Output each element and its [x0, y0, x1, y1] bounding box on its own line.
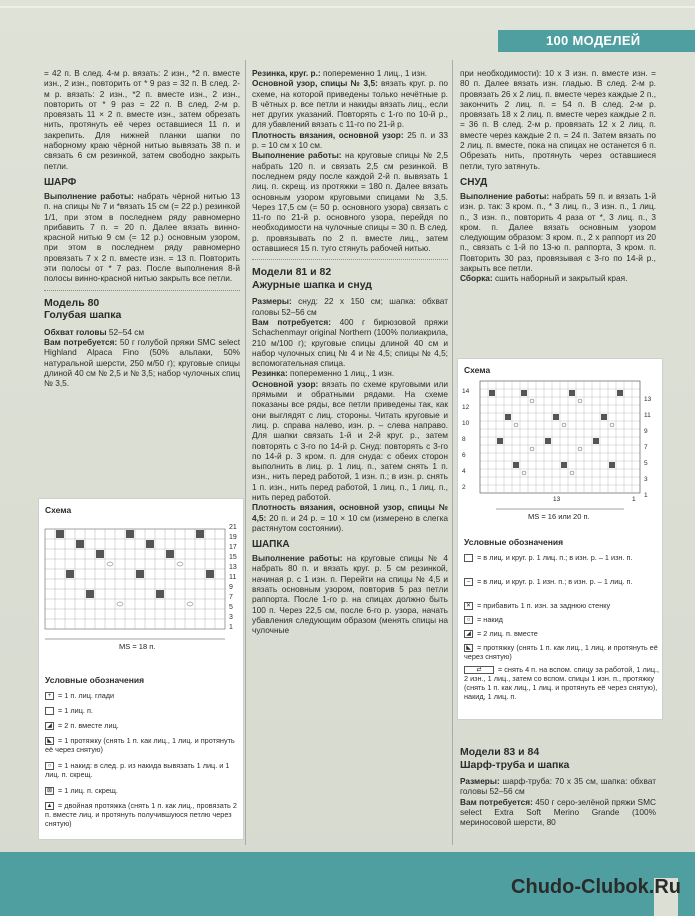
row-number: 2 — [462, 484, 466, 491]
bottom-number: 1 — [632, 496, 636, 503]
legend-item: ◣ = протяжку (снять 1 п. как лиц., 1 лиц. и протянуть её через снятую) — [464, 643, 658, 662]
twisted-stitch-icon: ⊠ — [46, 788, 53, 795]
text-paragraph: Выполнение работы: набрать чёрной нитью 13 п. на спицы № 7 и *вязать 15 см (= 22 р.) резинкой 1/1, при этом в последнем ряду равномерно прибавить 7 п. = 20 п. Далее вязать винно-красной нитью 9 см (= 12 р.) основным узором, при этом в последнем ряду равномерно провязать 7 х 2 п. вместе изн. = 13 п. Повторить эти полосы от * 7 раз. После выполнения 8-й полосы винно-красной нитью закрыть все петли. — [44, 190, 240, 284]
column-2 — [252, 68, 448, 636]
section-heading: ШАРФ — [44, 176, 77, 188]
dash-icon: – — [464, 578, 473, 586]
legend-item: = в лиц. и круг. р. 1 лиц. п.; в изн. р. – 1 изн. п. — [464, 553, 660, 562]
yarn-over-icon: ○ — [464, 616, 473, 624]
row-number: 13 — [229, 564, 237, 571]
section-header: 100 МОДЕЛЕЙ — [498, 30, 695, 52]
yarn-over-icon: ○ — [45, 762, 54, 770]
text-paragraph: Выполнение работы: на круговые спицы № 4 набрать 80 п. и вязать круг. р. 5 см резинкой, начиная р. с 1 изн. п. Перейти на спицы № 4,5 и вязать основным узором, повторив 5 раз петли раппорта. После 1-го р. на спицах должно быть 100 п. Через 22,5 см, после 6-го р. узора, начать убавления следующим образом (менять спицы на чулочные — [252, 553, 448, 636]
text-paragraph: Вам потребуется: 400 г бирюзовой пряжи Schachenmayr original Northern (100% полиакрила, 210 м/100 г); круговые спицы длиной 40 см и набор чулочных спиц № 4 и № 4,5; спицы № 4,5; вспомогательная спица. — [252, 316, 448, 369]
row-number: 19 — [229, 534, 237, 541]
cross-icon: ✕ — [465, 603, 472, 610]
section-heading: ШАПКА — [252, 539, 290, 551]
legend-item: ⊠ = 1 лиц. п. скрещ. — [46, 786, 118, 795]
legend-item: ◣ = 1 протяжку (снять 1 п. как лиц., 1 лиц. и протянуть её через снятую) — [45, 736, 235, 755]
row-number: 11 — [229, 574, 237, 581]
row-number: 12 — [462, 404, 470, 411]
row-number: 3 — [229, 614, 233, 621]
ms-label: MS = 18 п. — [119, 642, 156, 651]
ms-label: MS = 16 или 20 п. — [528, 512, 590, 521]
row-number: 13 — [644, 396, 652, 403]
legend-item: ◢ = 2 п. вместе лиц. — [45, 721, 241, 730]
model-subtitle: Ажурные шапка и снуд — [252, 278, 372, 291]
diagram-title: Схема — [45, 505, 72, 515]
row-number: 11 — [644, 412, 651, 419]
row-number: 8 — [462, 436, 466, 443]
row-number: 9 — [644, 428, 648, 435]
empty-box-icon — [464, 554, 473, 562]
bottom-number: 13 — [553, 496, 561, 503]
column-1 — [44, 68, 240, 388]
row-number: 14 — [462, 388, 470, 395]
legend-item: – = в лиц. и круг. р. 1 изн. п.; в изн. р. – 1 лиц. п. — [464, 577, 660, 586]
diagram-title: Схема — [464, 365, 491, 375]
text-paragraph: Обхват головы 52–54 см — [44, 326, 145, 337]
row-number: 7 — [229, 594, 233, 601]
text-paragraph: Основной узор: вязать по схеме круговыми или прямыми и обратными рядами. На схеме показаны все ряды, все петли приведены так, как они выглядят с лиц. стороны. Читать круговые и лиц. р. справа налево, изн. р. – слева направо. Для шапки связать 1-й и 2-й круг. р., затем повторять с 3-го по 14-й р. Снуд: повторять с 3-го по 14-й р. 3 кром. п. для снуда: с обеих сторон выполнить в лиц. р. 1 лиц. п., затем снять 1 п. изн., нить перед работой, 1 изн. п.; в изн. р. снять 1 п. изн., нить перед работой, 1 лиц. п., 1 лиц. п., нить перед работой. — [252, 378, 448, 502]
row-numbers-right — [644, 392, 651, 504]
row-number: 10 — [462, 420, 470, 427]
chart-box-2 — [457, 358, 663, 720]
row-number: 5 — [229, 604, 233, 611]
model-subtitle: Голубая шапка — [44, 309, 122, 322]
plus-icon: + — [45, 692, 54, 700]
row-number: 4 — [462, 468, 466, 475]
cable-icon: ⇄ — [464, 666, 494, 674]
decrease-icon: ◢ — [45, 722, 54, 730]
text-paragraph: Размеры: шарф-труба: 70 х 35 см, шапка: обхват головы 52–56 см — [460, 776, 656, 797]
row-numbers-left — [462, 384, 469, 496]
text-paragraph: = 42 п. В след. 4-м р. вязать: 2 изн., *2 п. вместе изн., 2 изн., повторить от * 9 раз = 32 п. В след. 2-м р. вязать: 2 изн., *2 п. вместе изн., 2 изн., повторить от * 9 раз = 22 п. В след. 2-м р. провязать 11 × 2 п. вместе изн., затем обрезать нить, протянуть её через оставшиеся 11 п. и закрепить. Для нижней планки шапки по наборному краю чёрной нитью вывязать 38 п. и связать 6 см резинкой, затем свободно закрыть петли. — [44, 68, 240, 171]
text-paragraph: Резинка, круг. р.: попеременно 1 лиц., 1 изн. — [252, 68, 428, 78]
row-number: 15 — [229, 554, 237, 561]
row-number: 7 — [644, 444, 648, 451]
row-number: 1 — [229, 624, 233, 631]
row-number: 9 — [229, 584, 233, 591]
row-number: 3 — [644, 476, 648, 483]
row-number: 6 — [462, 452, 466, 459]
column-divider — [452, 60, 453, 845]
legend-title: Условные обозначения — [464, 537, 564, 547]
legend-item: ✕ = прибавить 1 п. изн. за заднюю стенку — [465, 601, 611, 610]
column-3 — [460, 68, 656, 284]
knitting-chart-1 — [39, 519, 245, 669]
divider — [252, 259, 448, 260]
text-paragraph: Плотность вязания, основной узор: 25 п. и 33 р. = 10 см х 10 см. — [252, 129, 448, 151]
legend-item: ⇄ = снять 4 п. на вспом. спицу за работой, 1 лиц., 2 изн., 1 лиц., затем со вспом. спицы 1 изн. п., протяжку (снять 1 п. как лиц., 1 лиц. и протянуть её через снятую), накид, 1 лиц. п. — [464, 665, 660, 702]
legend-item: ○ = накид — [464, 615, 660, 624]
double-decrease-icon: ▲ — [46, 803, 53, 810]
section-heading: СНУД — [460, 176, 488, 188]
slip-icon: ◣ — [45, 737, 54, 745]
text-paragraph: Вам потребуется: 450 г серо-зелёной пряжи SMC select Extra Soft Merino Grande (100% мериносовой шерсти, 80 — [460, 796, 656, 828]
text-paragraph: Размеры: снуд: 22 х 150 см; шапка: обхват головы 52–56 см — [252, 296, 448, 317]
text-paragraph: Основной узор, спицы № 3,5: вязать круг. р. по схеме, на которой приведены только нечётные р. В чётных р. все петли и накиды вязать лиц., если нет других указаний. Повторять с 1-го по 10-й р., для убавлений вязать с 11-го по 21-й р. — [252, 78, 448, 130]
row-number: 17 — [229, 544, 237, 551]
legend-item: ▲ = двойная протяжка (снять 1 п. как лиц., провязать 2 п. вместе лиц. и протянуть получившуюся петлю через снятую) — [45, 801, 237, 829]
row-numbers — [229, 523, 237, 633]
text-paragraph: Выполнение работы: набрать 59 п. и вязать 1-й изн. р. так: 3 кром. п., * 3 лиц. п., 3 изн. п., 1 лиц. п., 3 изн. п., повторить 4 раза от *, 3 лиц. п., 3 кром. п. Далее вязать основным узором следующим образом: 3 кром. п., 2 х раппорт из 20 п., связать с 1-й по 13-ю п. раппорта, 3 кром. п. Повторить 30 раз, провязывая с 3-го по 14-й р., закрыть все петли. — [460, 190, 656, 274]
divider — [44, 290, 240, 291]
column-divider — [245, 60, 246, 845]
text-paragraph: Плотность вязания, основной узор, спицы № 4,5: 20 п. и 24 р. = 10 × 10 см (измерено в слегка растянутом состоянии). — [252, 502, 448, 533]
legend-item: = 1 лиц. п. — [45, 706, 241, 715]
text-paragraph: Сборка: сшить наборный и закрытый края. — [460, 273, 628, 284]
legend-item: + = 1 п. лиц. глади — [45, 691, 241, 700]
top-rule — [0, 6, 695, 8]
model-subtitle: Шарф-труба и шапка — [460, 758, 570, 771]
chart-box-1 — [38, 498, 244, 840]
site-watermark[interactable]: Chudo-Clubok.Ru — [511, 876, 681, 898]
row-number: 21 — [229, 524, 237, 531]
text-paragraph: Резинка: попеременно 1 лиц., 1 изн. — [252, 368, 395, 379]
knitting-chart-2 — [458, 377, 664, 537]
legend-title: Условные обозначения — [45, 675, 145, 685]
decrease-icon: ◢ — [464, 630, 473, 638]
model-title: Модели 81 и 82 — [252, 266, 332, 279]
empty-box-icon — [45, 707, 54, 715]
slip-icon: ◣ — [464, 644, 473, 652]
column-3-bottom — [460, 742, 656, 827]
row-number: 5 — [644, 460, 648, 467]
model-title: Модель 80 — [44, 296, 100, 309]
model-title: Модели 83 и 84 — [460, 746, 540, 758]
legend-item: ○ = 1 накид: в след. р. из накида вывязать 1 лиц. и 1 лиц. п. скрещ. — [45, 761, 230, 780]
row-number: 1 — [644, 492, 648, 499]
legend-item: ◢ = 2 лиц. п. вместе — [464, 629, 660, 638]
text-paragraph: при необходимости): 10 х 3 изн. п. вместе изн. = 80 п. Далее вязать изн. гладью. В след. 2-м р. провязать 26 х 2 лиц. п. вместе через каждые 2 п., закончить 2 лиц. п. = 54 п. В след. 2-м р. провязать 18 х 2 лиц. п. вместе через каждые 2 п. = 36 п. В след. 2-м р. провязать 12 х 2 лиц. п. вместе через каждые 2 п. = 24 п. Затем вязать по 2 лиц. п. вместе, пока на спицах не останется 6 п. Обрезать нить, протянуть через оставшиеся петли, туго затянуть. — [460, 68, 656, 171]
text-paragraph: Вам потребуется: 50 г голубой пряжи SMC select Highland Alpaca Fino (50% альпаки, 50% натуральной шерсти, 250 м/50 г); круговые спицы длиной 40 см № 2,5 и № 3,5; набор чулочных спиц № 3,5. — [44, 336, 240, 389]
text-paragraph: Выполнение работы: на круговые спицы № 2,5 набрать 120 п. и связать 2,5 см резинкой. В последнем ряду после каждой 2-й п. вывязать 1 лиц. п. скрещ. из протяжки = 180 п. Далее вязать основным узором круговыми спицами № 3,5. Через 17,5 см (= 50 р. основного узора) связать с 11-го по 21-й р. основного узора, перейдя по необходимости на чулочные спицы = 30 п. В след. р. провязывать по 2 п. вместе лиц., затем оставшиеся 15 п. туго стянуть рабочей нитью. — [252, 150, 448, 254]
